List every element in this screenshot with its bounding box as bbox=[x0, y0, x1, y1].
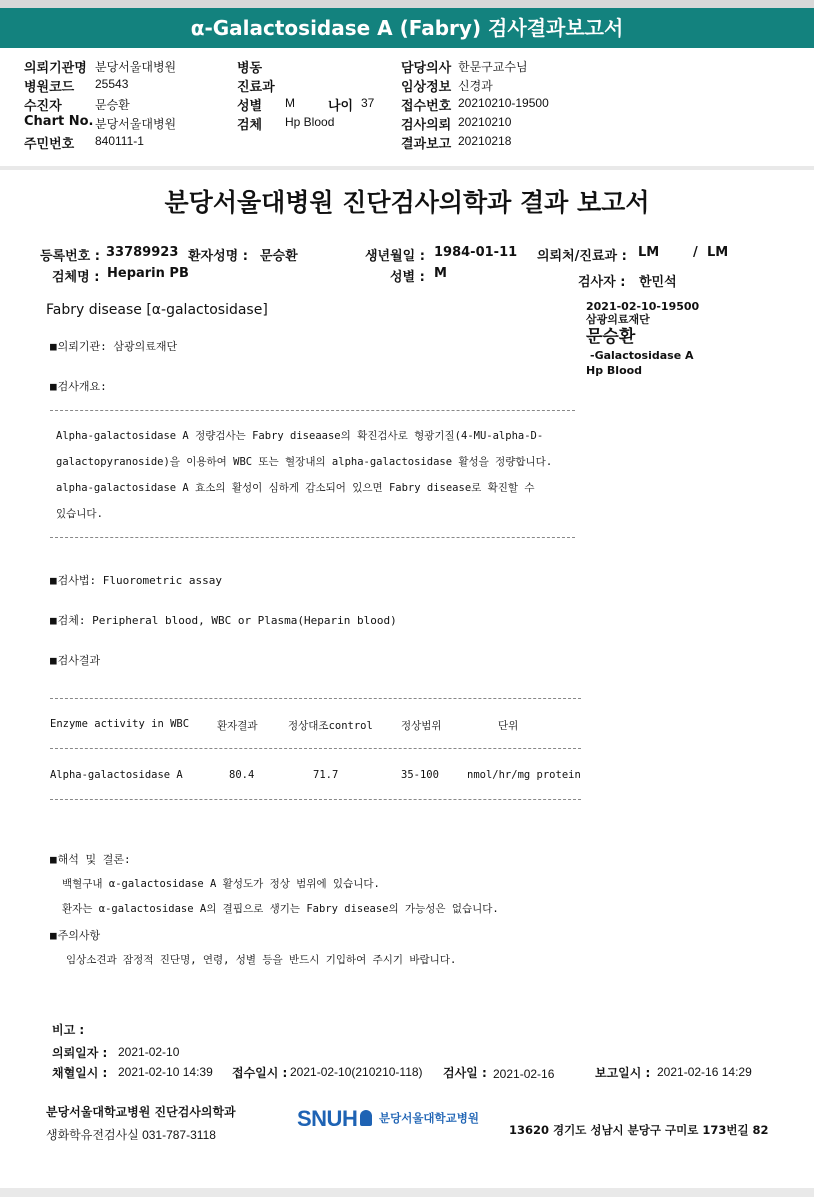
info-value: 문승환 bbox=[95, 98, 130, 112]
interpretation-line: 백혈구내 α-galactosidase A 활성도가 정상 범위에 있습니다. bbox=[62, 878, 380, 890]
info-label: 담당의사 bbox=[401, 61, 452, 76]
specimen-stamp-line: Hp Blood bbox=[586, 364, 643, 377]
info-label: 결과보고 bbox=[401, 137, 452, 152]
info-label: 병동 bbox=[237, 61, 263, 76]
snuh-logo: SNUH bbox=[297, 1106, 358, 1131]
divider bbox=[50, 799, 581, 800]
info-value: 840111-1 bbox=[95, 134, 144, 148]
info-value: 20210218 bbox=[458, 134, 512, 148]
draw-time-label: 채혈일시 : bbox=[52, 1066, 108, 1080]
info-label: 검체 bbox=[237, 118, 263, 133]
info-value: 20210210-19500 bbox=[458, 96, 549, 110]
patient-value: 문승환 bbox=[260, 249, 298, 264]
tester-label: 검사자 : bbox=[578, 275, 626, 290]
table-header: 정상대조control bbox=[288, 720, 373, 732]
info-label: 의뢰기관명 bbox=[24, 61, 87, 76]
specimen-stamp-line: -Galactosidase A bbox=[590, 349, 694, 362]
divider bbox=[50, 748, 581, 749]
test-date-label: 검사일 : bbox=[443, 1066, 487, 1080]
specimen-value: Heparin PB bbox=[107, 266, 189, 281]
dept-label: 의뢰처/진료과 : bbox=[537, 249, 627, 264]
info-label: 접수번호 bbox=[401, 99, 452, 114]
top-strip bbox=[0, 0, 814, 8]
info-value: M bbox=[285, 96, 295, 110]
institution-line bbox=[50, 338, 177, 354]
divider bbox=[50, 698, 581, 699]
info-label: 성별 bbox=[237, 99, 263, 114]
interpretation-heading bbox=[50, 851, 131, 867]
overview-line: alpha-galactosidase A 효소의 활성이 심하게 감소되어 있으면 Fabry disease로 확진할 수 bbox=[56, 482, 535, 494]
dob-label: 생년월일 : bbox=[365, 249, 425, 264]
report-banner-title: α-Galactosidase A (Fabry) 검사결과보고서 bbox=[0, 8, 814, 48]
info-value: 37 bbox=[361, 96, 375, 110]
table-header: 단위 bbox=[498, 720, 519, 732]
specimen-stamp-line: 2021-02-10-19500 bbox=[586, 300, 700, 313]
dob-value: 1984-01-11 bbox=[434, 245, 518, 260]
divider bbox=[50, 537, 575, 538]
info-label: 주민번호 bbox=[24, 137, 75, 152]
info-label: Chart No. bbox=[24, 114, 94, 129]
interpretation-heading-text: 해석 및 결론: bbox=[57, 853, 131, 866]
dept-value-1: LM bbox=[638, 245, 660, 260]
info-label: 수진자 bbox=[24, 99, 62, 114]
info-value: 신경과 bbox=[458, 79, 493, 93]
table-cell: 71.7 bbox=[313, 769, 339, 781]
specimen-stamp-line: 삼광의료재단 bbox=[586, 313, 650, 326]
snuh-logo-icon bbox=[360, 1110, 372, 1126]
dept-value-2: LM bbox=[707, 245, 729, 260]
request-date-value: 2021-02-10 bbox=[118, 1045, 180, 1059]
table-cell: nmol/hr/mg protein bbox=[467, 769, 581, 781]
info-value: 25543 bbox=[95, 77, 129, 91]
caution-heading bbox=[50, 927, 100, 943]
overview-line: galactopyranoside)을 이용하여 WBC 또는 혈장내의 alpha-galactosidase 활성을 정량합니다. bbox=[56, 456, 553, 468]
draw-time-value: 2021-02-10 14:39 bbox=[118, 1065, 213, 1079]
sample-line bbox=[50, 612, 397, 628]
overview-heading-text: 검사개요: bbox=[57, 380, 107, 393]
report-paper bbox=[0, 170, 814, 1188]
info-label: 진료과 bbox=[237, 80, 275, 95]
caution-heading-text: 주의사항 bbox=[57, 929, 101, 942]
report-time-value: 2021-02-16 14:29 bbox=[657, 1065, 752, 1079]
specimen-stamp-name: 문승환 bbox=[586, 327, 636, 347]
caution-line: 임상소견과 잠정적 진단명, 연령, 성별 등을 반드시 기입하여 주시기 바랍니다. bbox=[66, 954, 457, 966]
snuh-logo-name: 분당서울대학교병원 bbox=[379, 1111, 479, 1125]
request-date-label: 의뢰일자 : bbox=[52, 1046, 108, 1060]
summary-info-panel bbox=[0, 48, 814, 166]
tester-value: 한민석 bbox=[639, 275, 677, 290]
table-cell: 80.4 bbox=[229, 769, 255, 781]
receive-time-label: 접수일시 : bbox=[232, 1066, 288, 1080]
remark-label: 비고 : bbox=[52, 1023, 85, 1037]
receive-time-value: 2021-02-10(210210-118) bbox=[290, 1065, 423, 1079]
divider bbox=[50, 410, 575, 411]
specimen-label: 검체명 : bbox=[52, 270, 100, 285]
result-heading bbox=[50, 652, 100, 668]
overview-line: 있습니다. bbox=[56, 508, 103, 520]
result-heading-text: 검사결과 bbox=[57, 654, 101, 667]
patient-label: 환자성명 : bbox=[188, 249, 248, 264]
info-value: 분당서울대병원 bbox=[95, 117, 177, 131]
table-cell: 35-100 bbox=[401, 769, 439, 781]
sex-value: M bbox=[434, 266, 447, 281]
method-line bbox=[50, 572, 222, 588]
test-date-value: 2021-02-16 bbox=[493, 1067, 555, 1081]
sex-label: 성별 : bbox=[390, 270, 425, 285]
reg-no-label: 등록번호 : bbox=[40, 249, 100, 264]
test-name: Fabry disease [α-galactosidase] bbox=[46, 302, 268, 318]
overview-heading bbox=[50, 378, 107, 394]
info-label: 병원코드 bbox=[24, 80, 75, 95]
table-header: 환자결과 bbox=[217, 720, 258, 732]
overview-line: Alpha-galactosidase A 정량검사는 Fabry diseaase의 확진검사로 형광기질(4-MU-alpha-D- bbox=[56, 430, 544, 442]
dept-separator: / bbox=[693, 245, 698, 260]
info-label: 나이 bbox=[328, 99, 354, 114]
institution-text: 의뢰기관: 삼광의료재단 bbox=[57, 340, 178, 353]
reg-no-value: 33789923 bbox=[106, 245, 179, 260]
info-value: 한문구교수님 bbox=[458, 60, 528, 74]
report-title: 분당서울대병원 진단검사의학과 결과 보고서 bbox=[164, 188, 650, 217]
info-value: 분당서울대병원 bbox=[95, 60, 177, 74]
footer-lab-phone: 생화학유전검사실 031-787-3118 bbox=[46, 1128, 216, 1142]
info-label: 검사의뢰 bbox=[401, 118, 452, 133]
method-text: 검사법: Fluorometric assay bbox=[57, 574, 222, 587]
info-label: 임상정보 bbox=[401, 80, 452, 95]
sample-text: 검체: Peripheral blood, WBC or Plasma(Heparin blood) bbox=[57, 614, 397, 627]
footer-department: 분당서울대학교병원 진단검사의학과 bbox=[46, 1105, 236, 1119]
footer-address: 13620 경기도 성남시 분당구 구미로 173번길 82 bbox=[509, 1123, 769, 1137]
table-header: Enzyme activity in WBC bbox=[50, 718, 190, 730]
interpretation-line: 환자는 α-galactosidase A의 결핍으로 생기는 Fabry disease의 가능성은 없습니다. bbox=[62, 903, 499, 915]
table-cell: Alpha-galactosidase A bbox=[50, 769, 183, 781]
info-value: 20210210 bbox=[458, 115, 512, 129]
report-time-label: 보고일시 : bbox=[595, 1066, 651, 1080]
table-header: 정상범위 bbox=[401, 720, 442, 732]
info-value: Hp Blood bbox=[285, 115, 335, 129]
